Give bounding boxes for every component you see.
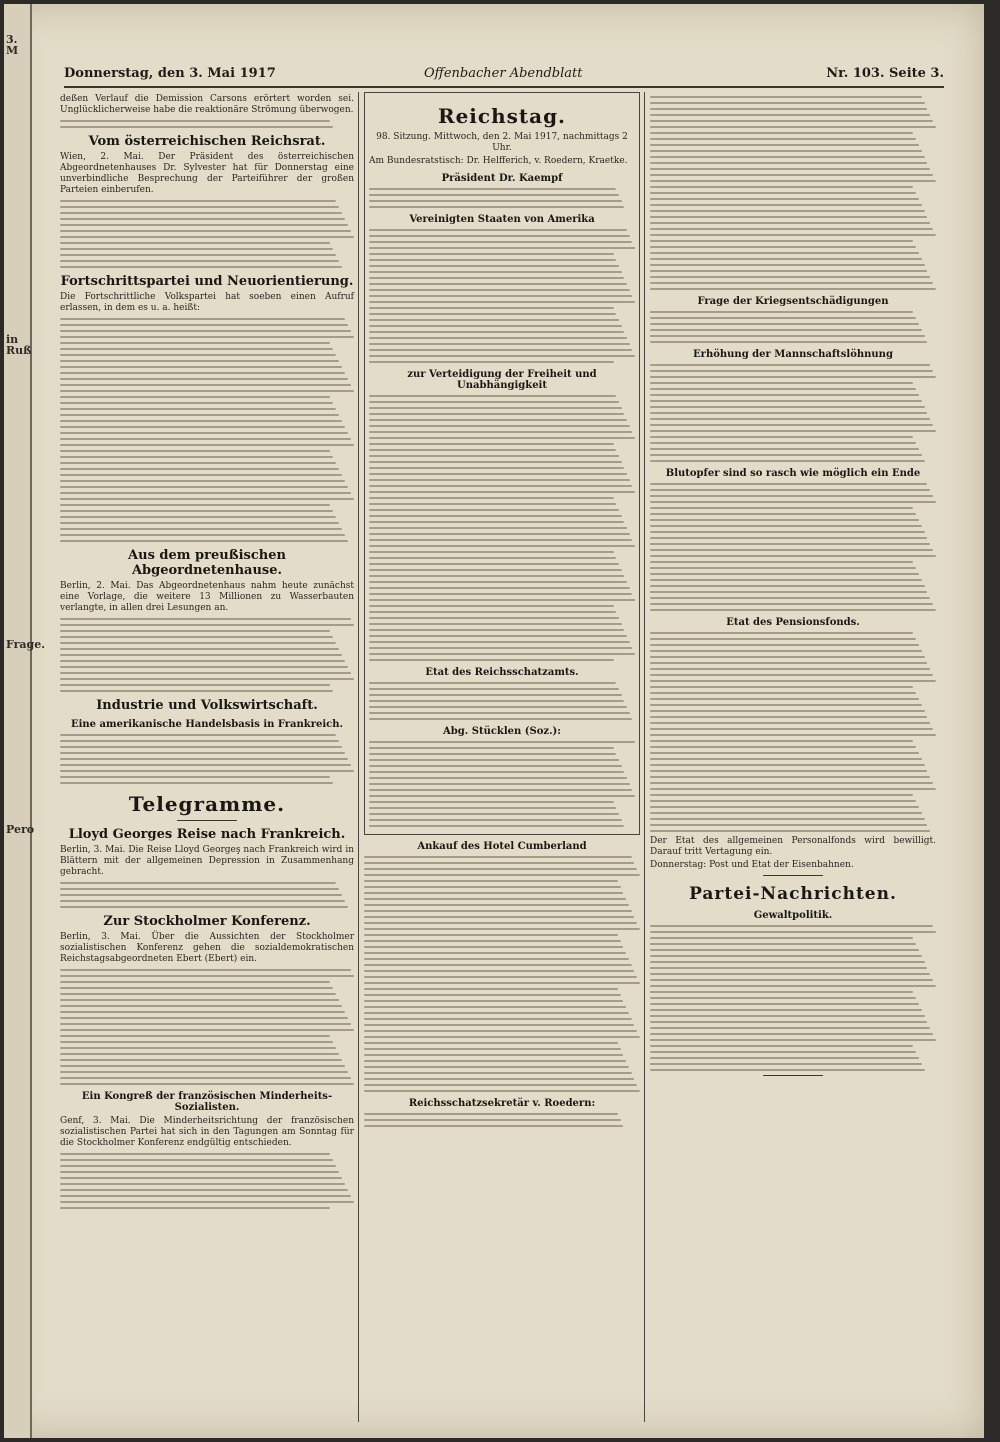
text-lines	[60, 969, 354, 1085]
newspaper-page	[4, 4, 984, 1438]
headline-reichsrat: Vom österreichischen Reichsrat.	[88, 134, 326, 149]
article-text: Donnerstag: Post und Etat der Eisenbahnen.	[650, 860, 854, 870]
text-lines	[650, 364, 936, 462]
headline-abgeordnetenhaus: Aus dem preußischen Abgeordnetenhause.	[128, 548, 286, 578]
headline-lloyd-george: Lloyd Georges Reise nach Frankreich.	[68, 827, 346, 842]
headline-telegramme: Telegramme.	[128, 792, 286, 816]
text-lines	[60, 1153, 354, 1209]
text-lines	[650, 311, 936, 343]
article-text: Berlin, 3. Mai. Die Reise Lloyd Georgeş nach Frankreich wird in Blättern mit der allgemeinen Depression in Zusammenhang gebracht.	[60, 845, 354, 877]
text-lines	[650, 96, 936, 290]
headline-fortschrittspartei: Fortschrittspartei und Neuorientierung.	[60, 274, 354, 289]
subheading-hotel-cumberland: Ankauf des Hotel Cumberland	[417, 841, 587, 852]
previous-page-strip	[4, 4, 46, 1438]
reichstag-box	[364, 92, 640, 835]
strip-fragment: Frage.	[6, 638, 46, 651]
column-3	[650, 92, 936, 1432]
text-lines	[650, 632, 936, 832]
subheading-pensionsfonds: Etat des Pensionsfonds.	[726, 617, 860, 628]
text-lines	[369, 682, 635, 720]
text-lines	[60, 882, 354, 908]
divider	[177, 820, 237, 821]
text-lines	[364, 1113, 640, 1127]
column-1	[60, 92, 354, 1432]
page-header	[64, 64, 944, 88]
headline-industrie: Industrie und Volkswirtschaft.	[96, 698, 318, 713]
column-2	[364, 92, 640, 1432]
column-rule	[644, 92, 645, 1422]
text-lines	[60, 200, 354, 268]
text-lines	[60, 120, 354, 128]
header-issue-page: Nr. 103. Seite 3.	[826, 66, 944, 81]
text-lines	[60, 618, 354, 692]
article-text: Genf, 3. Mai. Die Minderheitsrichtung der französischen sozialistischen Partei hat sich in den Tagungen am Sonntag für die Stockholmer Konferenz endgültig entschieden.	[60, 1116, 354, 1148]
divider	[763, 875, 823, 876]
subheading-usa: Vereinigten Staaten von Amerika	[409, 214, 595, 225]
headline-reichstag: Reichstag.	[437, 104, 567, 128]
subheading-gewaltpolitik: Gewaltpolitik.	[753, 910, 833, 921]
article-text: Die Fortschrittliche Volkspartei hat soeben einen Aufruf erlassen, in dem es u. a. heißt:	[60, 292, 354, 313]
text-lines	[60, 318, 354, 542]
header-paper-name: Offenbacher Abendblatt	[424, 66, 583, 81]
subheading-mannschaftsloehnung: Erhöhung der Mannschaftslöhnung	[693, 349, 893, 360]
text-lines	[650, 483, 936, 611]
article-text: Berlin, 2. Mai. Das Abgeordnetenhaus nahm heute zunächst eine Vorlage, die weitere 13 Millionen zu Wasserbauten verlangte, in allen drei Lesungen an.	[60, 581, 354, 613]
strip-fragment: Pero	[6, 823, 35, 836]
headline-stockholm: Zur Stockholmer Konferenz.	[103, 914, 311, 929]
subheading-reichsschatzamt: Etat des Reichsschatzamts.	[425, 667, 579, 678]
subheading-blutopfer: Blutopfer sind so rasch wie möglich ein Ende	[665, 468, 921, 479]
subheading-freiheit: zur Verteidigung der Freiheit und Unabhängigkeit	[407, 369, 597, 391]
text-lines	[364, 856, 640, 1092]
text-lines	[369, 395, 635, 661]
session-attendees: Am Bundesratstisch: Dr. Helfferich, v. Roedern, Kraetke.	[369, 156, 628, 166]
strip-fragment: 3. M	[6, 33, 19, 57]
article-text: Wien, 2. Mai. Der Präsident des österreichischen Abgeordnetenhauses Dr. Sylvester hat für Donnerstag eine unverbindliche Besprechung der Parteiführer der großen Parteien einberufen.	[60, 152, 354, 195]
text-lines	[369, 229, 635, 363]
article-text: Der Etat des allgemeinen Personalfonds wird bewilligt. Darauf tritt Vertagung ein.	[650, 836, 936, 857]
subheading-kriegsentschaedigungen: Frage der Kriegsentschädigungen	[697, 296, 889, 307]
article-text: deßen Verlauf die Demission Carsons erörtert worden sei. Unglücklicherweise habe die reaktionäre Strömung überwogen.	[60, 94, 354, 115]
header-date: Donnerstag, den 3. Mai 1917	[64, 66, 276, 81]
speaker-president: Präsident Dr. Kaempf	[441, 173, 563, 184]
text-lines	[369, 188, 635, 208]
text-lines	[650, 925, 936, 1071]
speaker-stuecklen: Abg. Stücklen (Soz.):	[443, 726, 561, 737]
speaker-roedern: Reichsschatzsekretär v. Roedern:	[408, 1098, 596, 1109]
text-lines	[369, 741, 635, 827]
session-info: 98. Sitzung. Mittwoch, den 2. Mai 1917, nachmittags 2 Uhr.	[376, 132, 628, 153]
headline-minderheits-sozialisten: Ein Kongreß der französischen Minderheits-Sozialisten.	[81, 1091, 333, 1113]
subheadline-handelsbasis: Eine amerikanische Handelsbasis in Frankreich.	[70, 719, 344, 730]
strip-fragment: in Ruß	[6, 333, 32, 357]
headline-partei-nachrichten: Partei-Nachrichten.	[689, 884, 897, 904]
article-text: Berlin, 3. Mai. Über die Aussichten der Stockholmer sozialistischen Konferenz gehen die sozialdemokratischen Reichstagsabgeordneten Ebert (Ebert) ein.	[60, 932, 354, 964]
divider	[763, 1075, 823, 1076]
text-lines	[60, 734, 354, 784]
column-rule	[358, 92, 359, 1422]
